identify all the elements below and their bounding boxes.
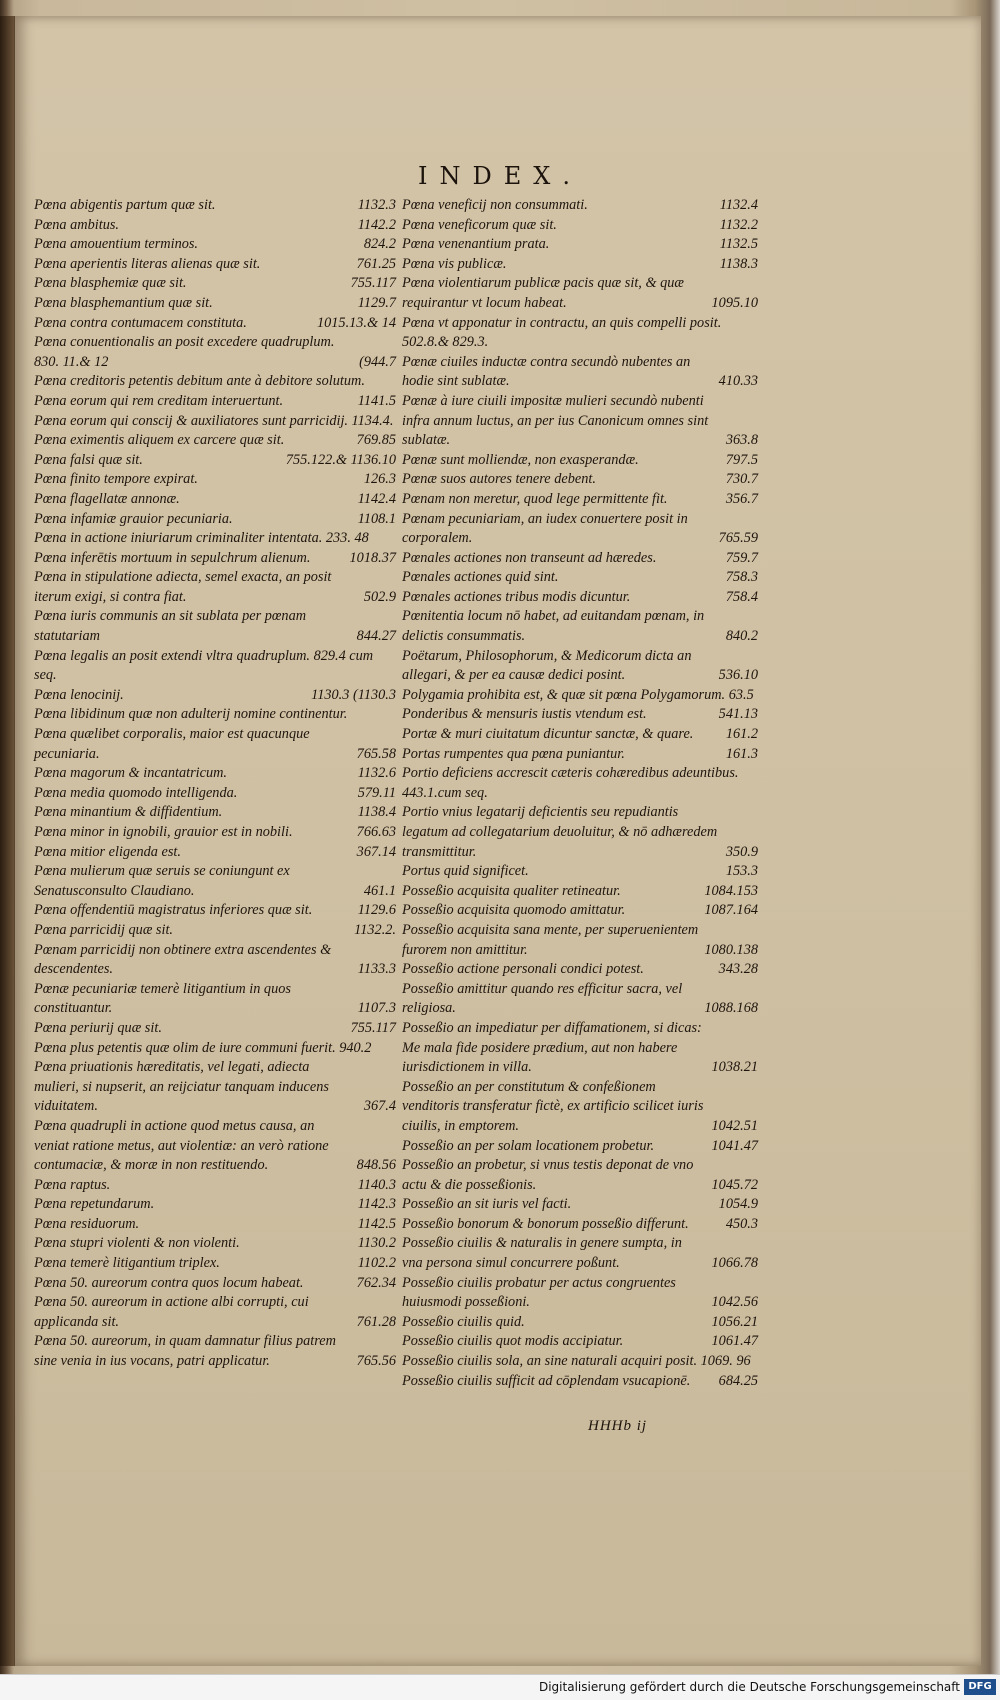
entry-reference: 153.3 xyxy=(725,863,758,880)
entry-reference: 1130.2 xyxy=(357,1235,396,1252)
entry-reference: 450.3 xyxy=(725,1215,758,1232)
entry-text: Pœna inferētis mortuum in sepulchrum alienum. xyxy=(34,549,311,566)
entry-text: Pœna in stipulatione adiecta, semel exacta, an posit iterum exigi, si contra fiat. xyxy=(34,569,332,605)
index-entry xyxy=(34,647,396,686)
entry-reference: 126.3 xyxy=(363,471,396,488)
entry-text: Posseßio ciuilis sufficit ad cōplendam vsucapionē. xyxy=(402,1372,691,1389)
entry-reference: 1132.6 xyxy=(357,765,396,782)
index-entry xyxy=(34,568,396,607)
index-entry xyxy=(402,1313,758,1333)
entry-text: Pœna libidinum quæ non adulterij nomine continentur. xyxy=(34,706,348,723)
entry-reference: 356.7 xyxy=(725,490,758,507)
entry-text: Pœna finito tempore expirat. xyxy=(34,471,198,488)
index-entry xyxy=(34,1117,396,1176)
entry-reference: 1045.72 xyxy=(711,1176,758,1193)
index-entry xyxy=(402,705,758,725)
entry-text: Poëtarum, Philosophorum, & Medicorum dicta an allegari, & per ea causæ dedici posint. xyxy=(402,647,692,684)
entry-text: Posseßio an per solam locationem probetur. xyxy=(402,1137,655,1154)
entry-text: Pœna contra contumacem constituta. xyxy=(34,314,247,331)
entry-text: Pœna eorum qui rem creditam interuertunt. xyxy=(34,392,284,409)
index-entry xyxy=(402,451,758,471)
entry-reference: 1142.3 xyxy=(357,1196,396,1213)
entry-text: Pœna amouentium terminos. xyxy=(34,236,199,253)
entry-reference: 1108.1 xyxy=(357,510,396,527)
index-entry xyxy=(402,470,758,490)
index-entry xyxy=(34,921,396,941)
entry-reference: 824.2 xyxy=(363,236,396,253)
entry-reference: 797.5 xyxy=(725,451,758,468)
entry-reference: 1133.3 xyxy=(357,961,396,978)
entry-reference: 1038.21 xyxy=(711,1059,758,1076)
entry-text: Pœna conuentionalis an posit excedere quadruplum. 830. 11.& 12 xyxy=(34,334,335,370)
footer-credit: Digitalisierung gefördert durch die Deutsche Forschungsgemeinschaft xyxy=(538,1680,960,1694)
entry-text: Pœna creditoris petentis debitum ante à debitore solutum. xyxy=(34,373,365,390)
index-entry xyxy=(402,980,758,1019)
index-entry xyxy=(34,392,396,412)
entry-text: Pœna falsi quæ sit. xyxy=(34,451,143,468)
entry-text: Portio vnius legatarij deficientis seu repudiantis legatum ad collegatarium deuoluitur, & nō adhæredem transmittitur. xyxy=(402,804,718,860)
entry-text: Posseßio an probetur, si vnus testis deponat de vno actu & die posseßionis. xyxy=(402,1157,694,1193)
index-entry xyxy=(34,901,396,921)
index-entry xyxy=(34,1215,396,1235)
entry-reference: 758.3 xyxy=(725,569,758,586)
entry-text: Pœna offendentiū magistratus inferiores quæ sit. xyxy=(34,902,313,919)
entry-text: Pœna raptus. xyxy=(34,1176,111,1193)
entry-reference: 1129.7 xyxy=(357,294,396,311)
footer-bar xyxy=(0,1674,1000,1700)
index-entry xyxy=(402,647,758,686)
entry-text: Pœna iuris communis an sit sublata per pœnam statutariam xyxy=(34,608,307,645)
index-entry xyxy=(34,1274,396,1294)
index-entry xyxy=(34,216,396,236)
index-entry xyxy=(402,764,758,803)
index-entry xyxy=(34,529,396,549)
index-entry xyxy=(34,803,396,823)
entry-text: Pœna venenantium prata. xyxy=(402,236,550,253)
entry-reference: 1138.3 xyxy=(719,255,758,272)
entry-reference: 1054.9 xyxy=(718,1196,758,1213)
entry-text: Pœna repetundarum. xyxy=(34,1196,155,1213)
index-entry xyxy=(34,843,396,863)
index-entry xyxy=(402,274,758,313)
entry-reference: 541.13 xyxy=(718,706,758,723)
entry-text: Pœna priuationis hæreditatis, vel legati, adiecta mulieri, si nupserit, an reijciatur tanquam inducens viduitatem. xyxy=(34,1059,329,1115)
index-entry xyxy=(34,255,396,275)
entry-text: Posseßio ciuilis quot modis accipiatur. xyxy=(402,1333,624,1350)
entry-reference: 755.122.& 1136.10 xyxy=(285,451,396,468)
entry-reference: 461.1 xyxy=(363,882,396,899)
index-entry xyxy=(34,1293,396,1332)
index-entry xyxy=(402,745,758,765)
index-entry xyxy=(34,725,396,764)
index-entry xyxy=(402,1274,758,1313)
index-entry xyxy=(402,353,758,392)
index-entry xyxy=(34,607,396,646)
entry-reference: 1018.37 xyxy=(349,549,396,566)
entry-text: Posseßio ciuilis probatur per actus congruentes huiusmodi posseßioni. xyxy=(402,1274,676,1311)
index-entry xyxy=(402,725,758,745)
entry-reference: 1041.47 xyxy=(711,1137,758,1154)
entry-reference: 765.59 xyxy=(718,530,758,547)
index-entry xyxy=(402,1156,758,1195)
index-entry xyxy=(34,372,396,392)
entry-text: Pœna violentiarum publicæ pacis quæ sit, & quæ requirantur vt locum habeat. xyxy=(402,275,684,311)
entry-reference: 343.28 xyxy=(718,961,758,978)
entry-text: Pœna lenocinij. xyxy=(34,686,124,703)
entry-reference: 367.14 xyxy=(356,843,396,860)
index-entry xyxy=(34,1234,396,1254)
entry-text: Pœnam non meretur, quod lege permittente fit. xyxy=(402,490,668,507)
entry-reference: 1084.153 xyxy=(704,882,758,899)
entry-reference: 367.4 xyxy=(363,1098,396,1115)
entry-text: Pœna abigentis partum quæ sit. xyxy=(34,197,216,213)
entry-reference: 840.2 xyxy=(725,628,758,645)
entry-reference: 502.9 xyxy=(363,588,396,605)
entry-reference: 350.9 xyxy=(725,843,758,860)
entry-text: Pœnales actiones tribus modis dicuntur. xyxy=(402,588,631,605)
entry-reference: 1107.3 xyxy=(357,1000,396,1017)
entry-text: Pœnæ suos autores tenere debent. xyxy=(402,471,596,488)
index-entry xyxy=(34,1019,396,1039)
entry-reference: 1061.47 xyxy=(711,1333,758,1350)
entry-text: Pœna magorum & incantatricum. xyxy=(34,765,228,782)
index-entry xyxy=(34,235,396,255)
entry-text: Pœna temerè litigantium triplex. xyxy=(34,1255,220,1272)
entry-text: Posseßio amittitur quando res efficitur sacra, vel religiosa. xyxy=(402,980,683,1017)
entry-text: Posseßio acquisita qualiter retineatur. xyxy=(402,882,621,899)
index-entry xyxy=(402,921,758,960)
page-title: INDEX. xyxy=(418,162,582,190)
index-entry xyxy=(402,216,758,236)
entry-text: Ponderibus & mensuris iustis vtendum est. xyxy=(402,706,647,723)
entry-reference: 1015.13.& 14 xyxy=(316,314,396,331)
index-entry xyxy=(402,1234,758,1273)
entry-text: Posseßio bonorum & bonorum posseßio differunt. xyxy=(402,1215,689,1232)
index-entry xyxy=(34,823,396,843)
index-entry xyxy=(402,568,758,588)
index-entry xyxy=(402,1137,758,1157)
entry-text: Portio deficiens accrescit cæteris cohæredibus adeuntibus. 443.1.cum seq. xyxy=(402,765,739,801)
entry-reference: 161.2 xyxy=(725,726,758,743)
entry-text: Pœna blasphemiæ quæ sit. xyxy=(34,275,187,292)
entry-reference: 363.8 xyxy=(725,432,758,449)
index-entry xyxy=(34,196,396,216)
index-entry xyxy=(34,412,396,432)
index-entry xyxy=(402,510,758,549)
entry-reference: 762.34 xyxy=(356,1274,396,1291)
entry-text: Pœnales actiones quid sint. xyxy=(402,569,559,586)
entry-text: Pœna 50. aureorum contra quos locum habeat. xyxy=(34,1274,304,1291)
entry-text: Portus quid significet. xyxy=(402,863,529,880)
index-entry xyxy=(34,1176,396,1196)
entry-text: Pœnæ à iure ciuili impositæ mulieri secundò nubenti infra annum luctus, an per ius Canonicum omnes sint sublatæ. xyxy=(402,392,709,449)
index-entry xyxy=(402,314,758,353)
entry-reference: 759.7 xyxy=(725,549,758,566)
entry-reference: 761.28 xyxy=(356,1313,396,1330)
index-entry xyxy=(402,882,758,902)
entry-reference: 1088.168 xyxy=(704,1000,758,1017)
index-entry xyxy=(34,549,396,569)
entry-reference: 1142.4 xyxy=(357,490,396,507)
entry-text: Pœna aperientis literas alienas quæ sit. xyxy=(34,255,261,272)
index-entry xyxy=(402,1078,758,1137)
entry-reference: 755.117 xyxy=(350,1019,396,1036)
entry-text: Polygamia prohibita est, & quæ sit pœna Polygamorum. 63.5 xyxy=(402,686,754,703)
entry-reference: 1042.51 xyxy=(711,1117,758,1134)
index-entry xyxy=(402,490,758,510)
entry-reference: 1141.5 xyxy=(357,392,396,409)
index-entry xyxy=(402,607,758,646)
entry-text: Pœna flagellatæ annonæ. xyxy=(34,490,180,507)
entry-text: Pœna mulierum quæ seruis se coniungunt ex Senatusconsulto Claudiano. xyxy=(34,863,290,899)
entry-text: Posseßio an sit iuris vel facti. xyxy=(402,1196,572,1213)
entry-reference: 844.27 xyxy=(356,628,396,645)
index-entry xyxy=(402,862,758,882)
index-entry xyxy=(34,490,396,510)
signature-mark: HHHb ij xyxy=(588,1418,648,1434)
entry-reference: (944.7 xyxy=(359,353,396,370)
entry-text: Pœna quælibet corporalis, maior est quacunque pecuniaria. xyxy=(34,726,310,762)
entry-text: Pœna legalis an posit extendi vltra quadruplum. 829.4 cum seq. xyxy=(34,647,374,684)
entry-text: Pœnæ ciuiles inductæ contra secundò nubentes an hodie sint sublatæ. xyxy=(402,353,691,390)
entry-text: Pœna parricidij quæ sit. xyxy=(34,921,174,938)
index-entry xyxy=(34,705,396,725)
index-entry xyxy=(402,392,758,451)
index-entry xyxy=(34,862,396,901)
entry-text: Pœnæ sunt molliendæ, non exasperandæ. xyxy=(402,451,639,468)
index-entry xyxy=(34,314,396,334)
index-entry xyxy=(402,960,758,980)
entry-text: Portæ & muri ciuitatum dicuntur sanctæ, & quare. xyxy=(402,726,694,743)
entry-text: Pœna in actione iniuriarum criminaliter intentata. 233. 48 xyxy=(34,530,369,547)
index-entry xyxy=(402,901,758,921)
index-entry xyxy=(34,1195,396,1215)
entry-text: Pœnitentia locum nō habet, ad euitandam pœnam, in delictis consummatis. xyxy=(402,608,705,645)
entry-reference: 769.85 xyxy=(356,432,396,449)
entry-text: Posseßio actione personali condici potest. xyxy=(402,961,644,978)
entry-text: Pœnam pecuniariam, an iudex conuertere posit in corporalem. xyxy=(402,510,688,547)
index-entry xyxy=(402,1352,758,1372)
index-entry xyxy=(402,549,758,569)
index-entry xyxy=(34,980,396,1019)
index-entry xyxy=(34,1254,396,1274)
entry-text: Posseßio acquisita quomodo amittatur. xyxy=(402,902,626,919)
index-entry xyxy=(34,431,396,451)
index-entry xyxy=(402,196,758,216)
entry-reference: 1132.4 xyxy=(719,197,758,213)
entry-reference: 1087.164 xyxy=(704,902,758,919)
index-entry xyxy=(34,1332,396,1371)
entry-text: Pœna plus petentis quæ olim de iure communi fuerit. 940.2 xyxy=(34,1039,372,1056)
entry-text: Pœnæ pecuniariæ temerè litigantium in quos constituantur. xyxy=(34,980,291,1017)
index-entry xyxy=(402,803,758,862)
book-binding xyxy=(0,16,14,1666)
entry-reference: 1142.5 xyxy=(357,1215,396,1232)
entry-text: Pœna veneficorum quæ sit. xyxy=(402,216,557,233)
entry-reference: 1042.56 xyxy=(711,1294,758,1311)
index-entry xyxy=(402,255,758,275)
entry-text: Pœna 50. aureorum in actione albi corrupti, cui applicanda sit. xyxy=(34,1294,309,1330)
entry-text: Pœnam parricidij non obtinere extra ascendentes & descendentes. xyxy=(34,941,332,978)
index-entry xyxy=(34,941,396,980)
entry-text: Pœna minor in ignobili, grauior est in nobili. xyxy=(34,824,293,840)
entry-reference: 1140.3 xyxy=(357,1176,396,1193)
entry-reference: 758.4 xyxy=(725,588,758,605)
entry-reference: 1102.2 xyxy=(357,1255,396,1272)
entry-text: Posseßio an per constitutum & confeßionem venditoris transferatur fictè, ex artificio scilicet iuris ciuilis, in emptorem. xyxy=(402,1078,704,1134)
entry-reference: 730.7 xyxy=(725,471,758,488)
entry-text: Pœna veneficij non consummati. xyxy=(402,197,588,213)
entry-reference: 765.56 xyxy=(356,1353,396,1370)
entry-text: Pœna periurij quæ sit. xyxy=(34,1019,162,1036)
index-entry xyxy=(34,510,396,530)
entry-text: Pœna quadrupli in actione quod metus causa, an veniat ratione metus, aut violentiæ: an verò ratione contumaciæ, & moræ in non restituendo. xyxy=(34,1117,329,1174)
entry-text: Pœnales actiones non transeunt ad hæredes. xyxy=(402,549,657,566)
entry-reference: 1132.5 xyxy=(719,236,758,253)
index-entry xyxy=(402,1019,758,1078)
entry-text: Pœna 50. aureorum, in quam damnatur filius patrem sine venia in ius vocans, patri applicatur. xyxy=(34,1333,336,1370)
entry-text: Pœna eorum qui conscij & auxiliatores sunt parricidij. 1134.4. xyxy=(34,412,394,429)
index-entry xyxy=(402,1372,758,1392)
index-entry xyxy=(402,588,758,608)
entry-reference: 1066.78 xyxy=(711,1255,758,1272)
entry-reference: 1095.10 xyxy=(711,294,758,311)
entry-reference: 684.25 xyxy=(718,1372,758,1389)
entry-text: Posseßio ciuilis & naturalis in genere sumpta, in vna persona simul concurrere poßunt. xyxy=(402,1235,682,1272)
entry-text: Pœna eximentis aliquem ex carcere quæ sit. xyxy=(34,432,285,449)
entry-reference: 1080.138 xyxy=(704,941,758,958)
index-column-right xyxy=(402,196,758,1391)
entry-text: Pœna media quomodo intelligenda. xyxy=(34,784,238,801)
entry-reference: 761.25 xyxy=(356,255,396,272)
index-entry xyxy=(34,451,396,471)
index-entry xyxy=(34,274,396,294)
entry-text: Pœna minantium & diffidentium. xyxy=(34,804,223,821)
entry-text: Pœna vis publicæ. xyxy=(402,255,507,272)
index-entry xyxy=(402,235,758,255)
index-entry xyxy=(34,1058,396,1117)
entry-reference: 1132.2 xyxy=(719,216,758,233)
index-entry xyxy=(34,686,396,706)
index-entry xyxy=(402,686,758,706)
entry-reference: 1130.3 (1130.3 xyxy=(311,686,396,703)
entry-reference: 848.56 xyxy=(356,1157,396,1174)
entry-reference: 766.63 xyxy=(356,824,396,840)
entry-reference: 765.58 xyxy=(356,745,396,762)
entry-reference: 1056.21 xyxy=(711,1313,758,1330)
entry-reference: 579.11 xyxy=(357,784,396,801)
entry-text: Pœna residuorum. xyxy=(34,1215,140,1232)
index-entry xyxy=(34,294,396,314)
index-entry xyxy=(34,470,396,490)
entry-text: Pœna infamiæ grauior pecuniaria. xyxy=(34,510,233,527)
entry-reference: 1129.6 xyxy=(357,902,396,919)
entry-reference: 536.10 xyxy=(718,667,758,684)
entry-text: Portas rumpentes qua pœna puniantur. xyxy=(402,745,625,762)
entry-text: Pœna stupri violenti & non violenti. xyxy=(34,1235,240,1252)
dfg-logo: DFG xyxy=(964,1679,996,1695)
entry-reference: 161.3 xyxy=(725,745,758,762)
entry-reference: 1142.2 xyxy=(357,216,396,233)
index-column-left xyxy=(34,196,396,1372)
index-entry xyxy=(34,333,396,372)
entry-text: Posseßio ciuilis sola, an sine naturali acquiri posit. 1069. 96 xyxy=(402,1353,751,1370)
entry-reference: 1132.3 xyxy=(357,197,396,213)
entry-reference: 1138.4 xyxy=(357,804,396,821)
index-entry xyxy=(34,1039,396,1059)
entry-text: Posseßio ciuilis quid. xyxy=(402,1313,525,1330)
index-entry xyxy=(402,1195,758,1215)
entry-text: Pœna mitior eligenda est. xyxy=(34,843,181,860)
entry-text: Posseßio an impediatur per diffamationem, si dicas: Me mala fide posidere prædium, aut non habere iurisdictionem in villa. xyxy=(402,1019,702,1076)
entry-text: Pœna vt apponatur in contractu, an quis compelli posit. 502.8.& 829.3. xyxy=(402,314,722,351)
index-entry xyxy=(402,1332,758,1352)
index-entry xyxy=(402,1215,758,1235)
entry-text: Pœna ambitus. xyxy=(34,216,119,233)
index-entry xyxy=(34,784,396,804)
entry-reference: 755.117 xyxy=(350,275,396,292)
entry-reference: 410.33 xyxy=(718,373,758,390)
index-entry xyxy=(34,764,396,784)
entry-text: Pœna blasphemantium quæ sit. xyxy=(34,294,213,311)
entry-text: Posseßio acquisita sana mente, per superuenientem furorem non amittitur. xyxy=(402,921,699,958)
entry-reference: 1132.2. xyxy=(354,921,396,938)
